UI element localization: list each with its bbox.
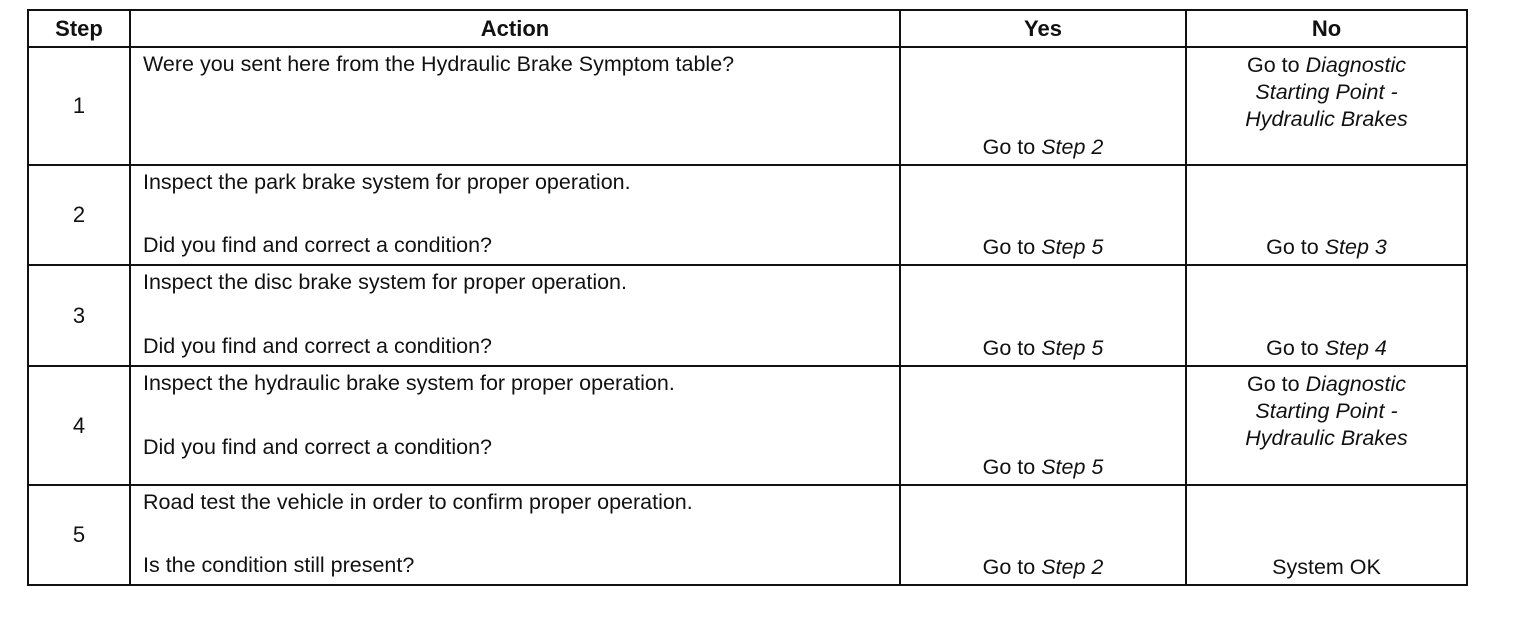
table-row (28, 265, 1467, 366)
no-cell (1186, 485, 1467, 585)
goto-prefix: Go to (1247, 372, 1300, 396)
no-target-line: Hydraulic Brakes (1245, 426, 1408, 450)
yes-target: Step 5 (1041, 235, 1104, 259)
diagnostic-table (27, 9, 1468, 586)
action-cell (130, 366, 900, 485)
goto-prefix: Go to (982, 135, 1036, 159)
action-instruction: Inspect the disc brake system for proper operation. (143, 270, 627, 294)
table-row (28, 47, 1467, 165)
yes-cell (900, 265, 1186, 366)
table-row (28, 485, 1467, 585)
step-number: 4 (28, 366, 130, 485)
action-question: Did you find and correct a condition? (143, 435, 492, 459)
action-instruction: Inspect the park brake system for proper operation. (143, 170, 631, 194)
no-target-line: Starting Point - (1255, 80, 1398, 104)
goto-prefix: Go to (1247, 53, 1300, 77)
no-target-line: Diagnostic (1305, 53, 1406, 77)
header-row (28, 10, 1467, 47)
goto-prefix: Go to (1266, 235, 1319, 259)
yes-cell (900, 485, 1186, 585)
goto-prefix: Go to (982, 336, 1036, 360)
action-instruction: Were you sent here from the Hydraulic Brake Symptom table? (143, 52, 735, 76)
table-row (28, 366, 1467, 485)
header-step: Step (28, 10, 130, 47)
header-yes: Yes (900, 10, 1186, 47)
no-target: Step 3 (1324, 235, 1387, 259)
action-instruction: Inspect the hydraulic brake system for proper operation. (143, 371, 675, 395)
goto-prefix: Go to (982, 235, 1036, 259)
action-cell (130, 265, 900, 366)
no-cell (1186, 47, 1467, 165)
no-target-line: Diagnostic (1305, 372, 1406, 396)
no-cell (1186, 265, 1467, 366)
step-number: 1 (28, 47, 130, 165)
yes-target: Step 5 (1041, 455, 1104, 479)
step-number: 2 (28, 165, 130, 265)
no-result: System OK (1272, 555, 1381, 579)
action-instruction: Road test the vehicle in order to confirm proper operation. (143, 490, 693, 514)
no-target-line: Starting Point - (1255, 399, 1398, 423)
goto-prefix: Go to (982, 555, 1036, 579)
goto-prefix: Go to (982, 455, 1036, 479)
yes-cell (900, 366, 1186, 485)
no-target: Step 4 (1324, 336, 1387, 360)
no-target-line: Hydraulic Brakes (1245, 107, 1408, 131)
action-cell (130, 165, 900, 265)
header-action: Action (130, 10, 900, 47)
action-question: Is the condition still present? (143, 553, 415, 577)
step-number: 5 (28, 485, 130, 585)
yes-target: Step 2 (1041, 135, 1104, 159)
yes-cell (900, 47, 1186, 165)
no-cell (1186, 165, 1467, 265)
yes-target: Step 2 (1041, 555, 1104, 579)
yes-cell (900, 165, 1186, 265)
action-cell (130, 485, 900, 585)
action-question: Did you find and correct a condition? (143, 334, 492, 358)
action-question: Did you find and correct a condition? (143, 233, 492, 257)
header-no: No (1186, 10, 1467, 47)
action-cell (130, 47, 900, 165)
table-row (28, 165, 1467, 265)
step-number: 3 (28, 265, 130, 366)
no-cell (1186, 366, 1467, 485)
goto-prefix: Go to (1266, 336, 1319, 360)
yes-target: Step 5 (1041, 336, 1104, 360)
